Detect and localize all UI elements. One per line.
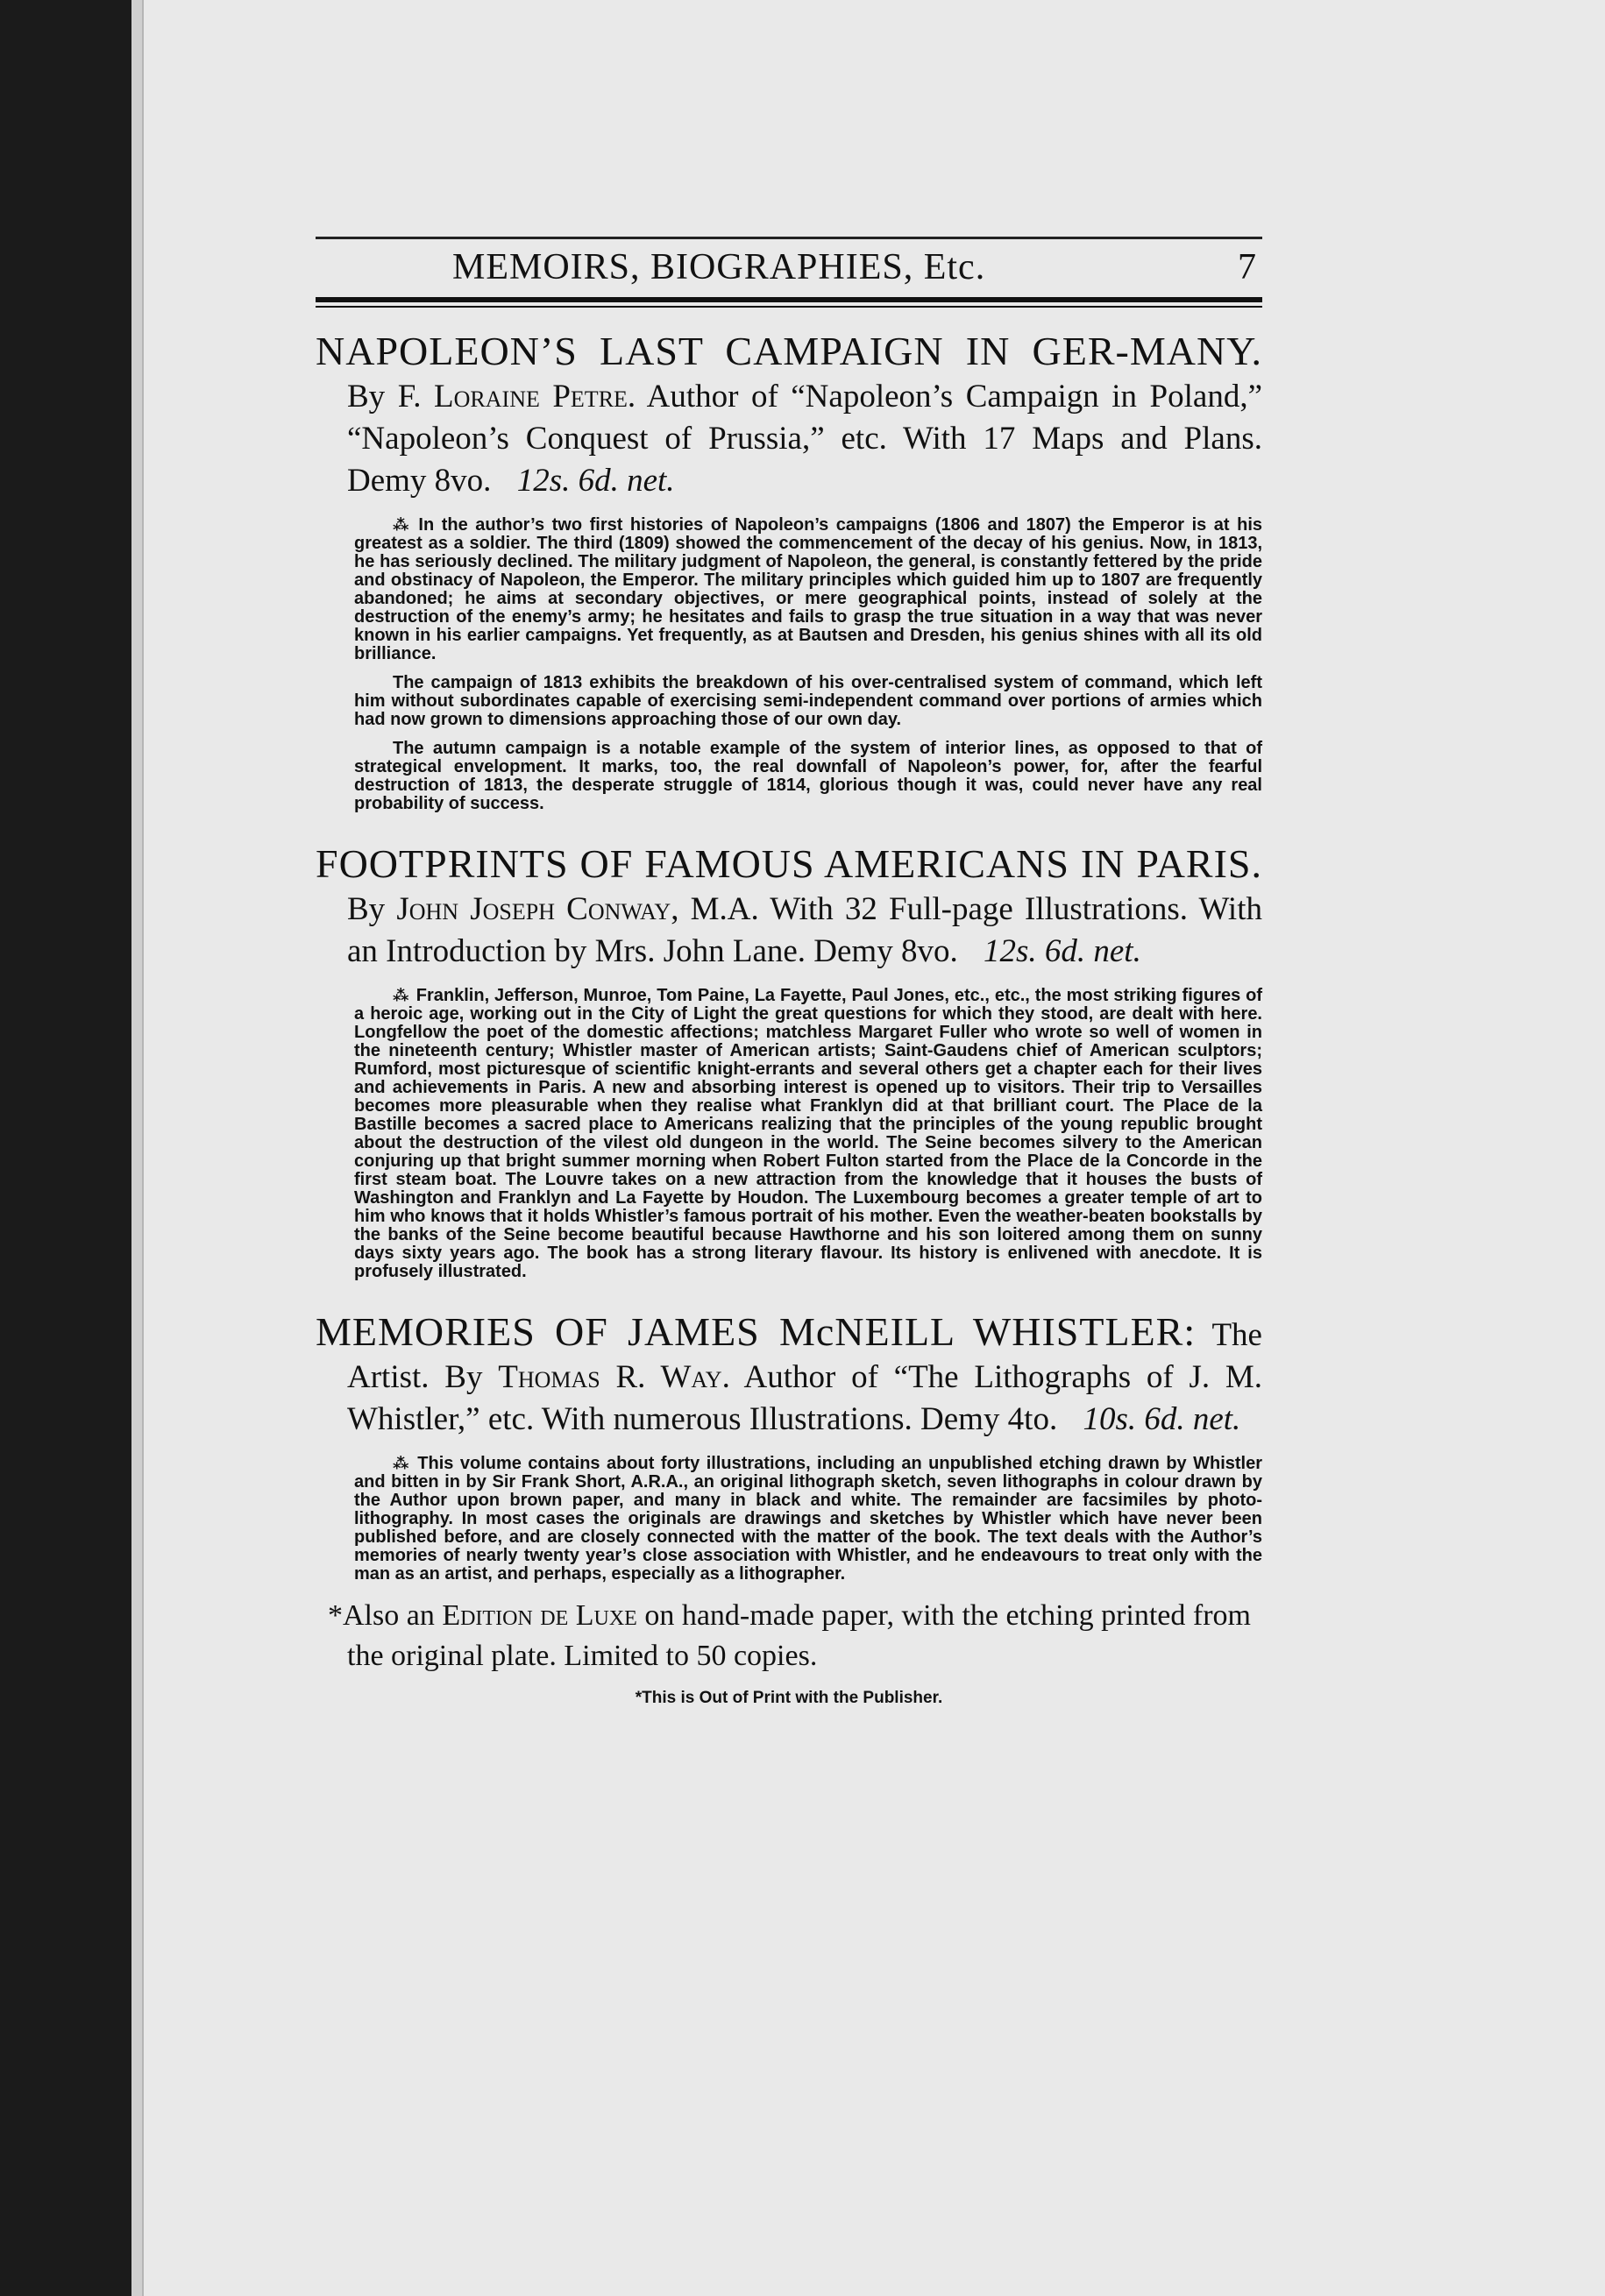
- book-entry-footprints: [316, 843, 1262, 1281]
- book-entry-napoleon: [316, 330, 1262, 813]
- top-rule: [316, 237, 1262, 239]
- entry-heading: [316, 843, 1262, 973]
- entry-subtitle: The Artist.: [347, 1317, 1262, 1395]
- entry-title: NAPOLEON’S LAST CAMPAIGN IN GER-MANY.: [316, 329, 1262, 373]
- out-of-print-footnote: *This is Out of Print with the Publisher.: [635, 1689, 943, 1707]
- description-paragraph: ⁂ Franklin, Jefferson, Munroe, Tom Paine, La Fayette, Paul Jones, etc., etc., the most striking figures of a heroic age, working out in the City of Light the great questions for which they stood, are dealt with here. Longfellow the poet of the domestic affections; matchless Margaret Fuller who wrote so well of women in the nineteenth century; Whistler master of American artists; Saint-Gaudens chief of American sculptors; Rumford, most picturesque of scientific knight-errants and several others get a chapter each for their lives and achievements in Paris. A new and absorbing interest is opened up to visitors. Their trip to Versailles becomes more pleasurable when they realise what Franklyn did at that brilliant court. The Place de la Bastille becomes a sacred place to Americans realizing that the principles of the young republic brought about the destruction of the vilest old dungeon in the world. The Seine becomes silvery to the American conjuring up that bright summer morning when Robert Fulton started from the Place de la Concorde in the first steam boat. The Louvre takes on a new attraction from the knowledge that it houses the busts of Washington and Franklyn and La Fayette by Houdon. The Luxembourg becomes a greater temple of art to him who knows that it holds Whistler’s famous portrait of his mother. Even the weather-beaten bookstalls by the banks of the Seine become beautiful because Hawthorne and his son loitered among them on sunny days sixty years ago. The book has a strong literary flavour. Its history is enlivened with anecdote. It is profusely illustrated.: [354, 986, 1263, 1281]
- page-content: [316, 237, 1262, 1738]
- page-spine-edge: [131, 0, 144, 2296]
- entry-author: F. Loraine Petre.: [397, 379, 636, 415]
- edition-de-luxe-label: Edition de Luxe: [442, 1599, 637, 1632]
- entry-by: By: [444, 1359, 483, 1395]
- entry-description: [354, 1455, 1262, 1584]
- double-rule: [316, 297, 1262, 302]
- entry-by: By: [347, 379, 386, 415]
- description-paragraph: ⁂ This volume contains about forty illustrations, including an unpublished etching drawn by Whistler and bitten in by Sir Frank Short, A.R.A., an original lithograph sketch, seven lithographs in colour drawn by the Author upon brown paper, and many in black and white. The remainder are facsimiles by photo-lithography. In most cases the originals are drawings and sketches by Whistler which have never been published before, and are closely connected with the matter of the book. The text deals with the Author’s memories of nearly twenty year’s close association with Whistler, and he endeavours to treat only with the man as an artist, and perhaps, especially as a lithographer.: [354, 1454, 1262, 1584]
- entry-title: FOOTPRINTS OF FAMOUS AMERICANS IN PARIS.: [316, 841, 1262, 886]
- description-paragraph: ⁂ In the author’s two first histories of Napoleon’s campaigns (1806 and 1807) the Emperor is at his greatest as a soldier. The third (1809) showed the commencement of the decay of his genius. Now, in 1813, he has seriously declined. The military judgment of Napoleon, the general, is constantly fettered by the pride and obstinacy of Napoleon, the Emperor. The military principles which guided him up to 1807 are frequently abandoned; he aims at secondary objectives, or mere geographical points, instead of solely at the destruction of the enemy’s army; he hesitates and fails to grasp the true situation in a way that was never known in his earlier campaigns. Yet frequently, as at Bautsen and Dresden, his genius shines with all its old brilliance.: [354, 515, 1262, 663]
- entry-price: 10s. 6d. net.: [1083, 1401, 1241, 1437]
- description-paragraph: The campaign of 1813 exhibits the breakdown of his over-centralised system of command, which left him without subordinates capable of exercising semi-independent command over portions of armies which had now grown to dimensions approaching those of our own day.: [354, 673, 1262, 729]
- asterism-mark: ⁂: [393, 516, 412, 534]
- book-entry-whistler: [316, 1311, 1262, 1708]
- thin-rule: [316, 306, 1262, 308]
- entry-details: With 32 Full-page Illustrations. With an Introduction by Mrs. John Lane. Demy 8vo.: [347, 891, 1262, 969]
- asterism-mark: ⁂: [393, 1455, 411, 1472]
- description-paragraph: The autumn campaign is a notable example of the system of interior lines, as opposed to that of strategical envelopment. It marks, too, the real downfall of Napoleon’s power, for, after the fearful destruction of 1813, the desperate struggle of 1814, glorious though it was, could never have any real probability of success.: [354, 739, 1262, 813]
- entry-description: [354, 987, 1262, 1281]
- entry-author: John Joseph Conway, M.A.: [396, 891, 759, 927]
- entry-title: MEMORIES OF JAMES McNEILL WHISTLER:: [316, 1309, 1197, 1354]
- running-head-title: MEMOIRS, BIOGRAPHIES, Etc.: [452, 247, 986, 287]
- entry-details: Author of “Napoleon’s Campaign in Poland,” “Napoleon’s Conquest of Prussia,” etc. With 17 Maps and Plans. Demy 8vo.: [347, 379, 1262, 499]
- entry-details: Author of “The Lithographs of J. M. Whistler,” etc. With numerous Illustrations. Demy 4to.: [347, 1359, 1263, 1437]
- running-head: [316, 246, 1262, 288]
- page-number: 7: [1238, 247, 1257, 287]
- entry-heading: [316, 330, 1262, 502]
- entry-heading: [316, 1311, 1262, 1441]
- edition-de-luxe-note: *Also an Edition de Luxe on hand-made paper, with the etching printed from the original plate. Limited to 50 copies.: [328, 1599, 1251, 1672]
- entry-price: 12s. 6d. net.: [516, 463, 675, 499]
- entry-price: 12s. 6d. net.: [983, 933, 1141, 969]
- entry-author: Thomas R. Way.: [498, 1359, 730, 1395]
- entry-description: [354, 516, 1262, 813]
- asterism-mark: ⁂: [393, 987, 409, 1004]
- entry-by: By: [347, 891, 386, 927]
